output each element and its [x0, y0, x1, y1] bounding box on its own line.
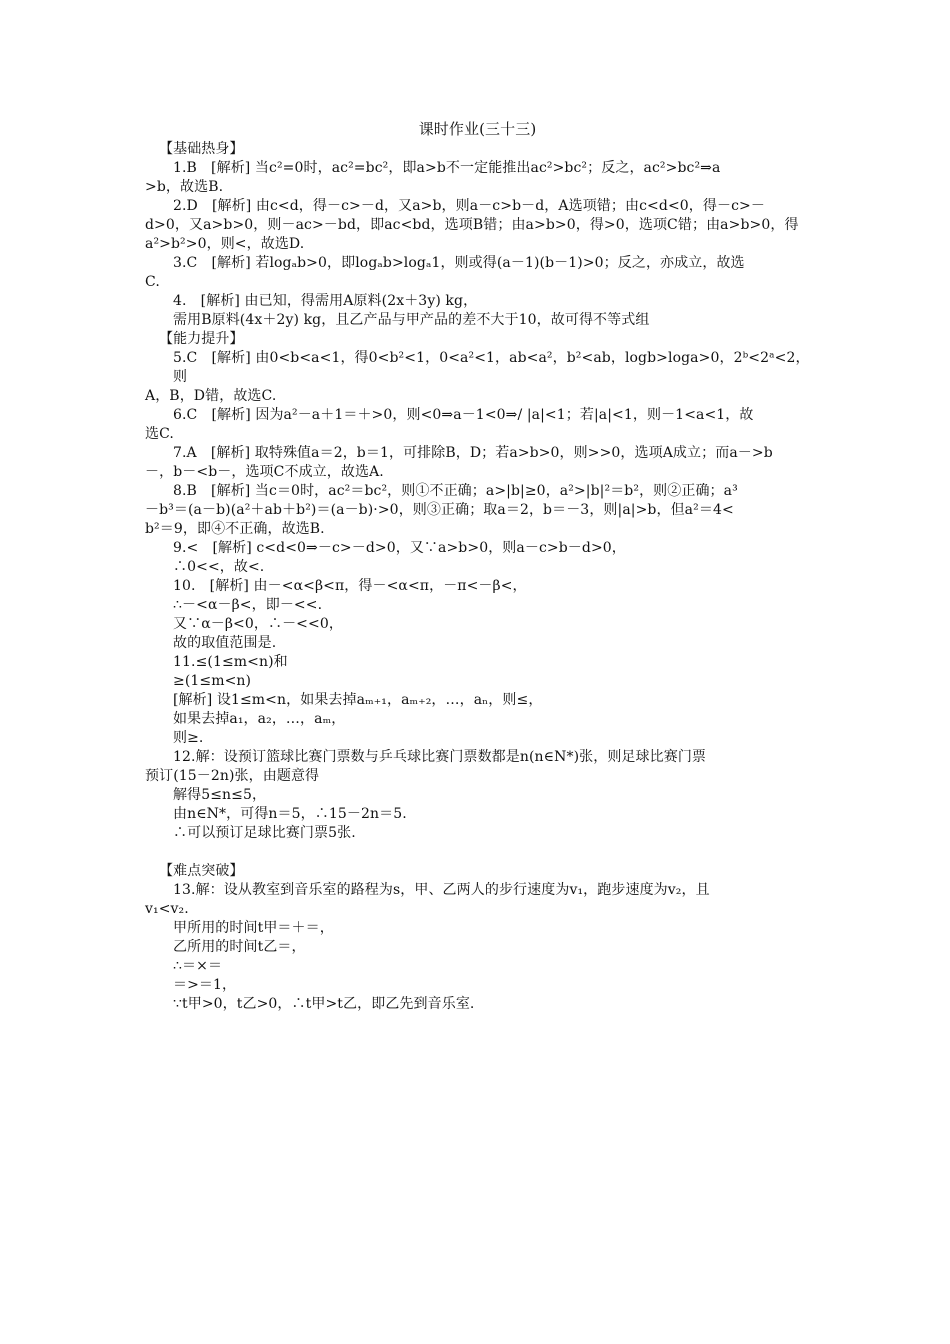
answer-line: [解析] 设1≤m<n，如果去掉aₘ₊₁，aₘ₊₂，…，aₙ，则≤， [173, 692, 543, 708]
spacer [145, 843, 810, 862]
page-title: 课时作业(三十三) [418, 120, 537, 138]
answer-line: ∴＝×＝ [173, 958, 223, 974]
answer-line: 13.解：设从教室到音乐室的路程为s，甲、乙两人的步行速度为v₁，跑步速度为v₂，且 [173, 882, 710, 898]
answer-line: ∵t甲>0，t乙>0，∴t甲>t乙，即乙先到音乐室. [173, 996, 475, 1012]
answer-line: 7.A [解析] 取特殊值a＝2，b＝1，可排除B，D；若a>b>0，则>>0，选项A成立；而a－>b [173, 445, 773, 461]
answer-line: 5.C [解析] 由0<b<a<1，得0<b²<1，0<a²<1，ab<a²，b²<ab，logb>loga>0，2ᵇ<2ᵃ<2，则 [173, 350, 810, 385]
answer-line: 6.C [解析] 因为a²－a＋1＝＋>0，则<0⇒a－1<0⇒/ |a|<1；若|a|<1，则－1<a<1，故 [173, 407, 754, 423]
answer-line: 故的取值范围是. [173, 635, 277, 651]
answer-line: ∴0<<，故<. [173, 559, 265, 575]
answer-line: v₁<v₂. [145, 901, 189, 917]
answer-line: 由n∈N*，可得n＝5，∴15－2n＝5. [173, 806, 407, 822]
document-page [145, 118, 810, 1014]
answer-line: 又∵α－β<0，∴－<<0， [173, 616, 343, 632]
section-header-ability: 【能力提升】 [159, 331, 244, 347]
answer-line: 2.D [解析] 由c<d，得－c>－d，又a>b，则a－c>b－d，A选项错；由c<d<0，得－c>－ [173, 198, 765, 214]
section-header-basic: 【基础热身】 [159, 141, 244, 157]
answer-line: 则≥. [173, 730, 204, 746]
answer-line: 如果去掉a₁，a₂，…，aₘ， [173, 711, 346, 727]
answer-line: 甲所用的时间t甲＝＋＝， [173, 920, 334, 936]
section-header-hard: 【难点突破】 [159, 863, 244, 879]
answer-line: 选C. [145, 426, 174, 442]
answer-line: ＝>＝1， [173, 977, 237, 993]
answer-line: A，B，D错，故选C. [145, 388, 277, 404]
answer-line: 预订(15－2n)张，由题意得 [145, 768, 320, 784]
answer-line: 10. [解析] 由－<α<β<π，得－<α<π，－π<－β<， [173, 578, 527, 594]
answer-line: ∴可以预订足球比赛门票5张. [173, 825, 356, 841]
answer-line: 11.≤(1≤m<n)和 [173, 654, 288, 670]
answer-line: －，b－<b－，选项C不成立，故选A. [145, 464, 384, 480]
answer-line: 乙所用的时间t乙＝， [173, 939, 306, 955]
answer-line: b²＝9，即④不正确，故选B. [145, 521, 325, 537]
answer-line: ∴－<α－β<，即－<<. [173, 597, 323, 613]
answer-line: 4. [解析] 由已知，得需用A原料(2x＋3y) kg， [173, 293, 478, 309]
answer-line: >b，故选B. [145, 179, 224, 195]
answer-line: d>0，又a>b>0，则－ac>－bd，即ac<bd，选项B错；由a>b>0，得>0，选项C错；由a>b>0，得 [145, 217, 799, 233]
answer-line: 9.< [解析] c<d<0⇒－c>－d>0，又∵a>b>0，则a－c>b－d>0， [173, 540, 626, 556]
answer-line: a²>b²>0，则<，故选D. [145, 236, 305, 252]
answer-line: －b³＝(a－b)(a²＋ab＋b²)＝(a－b)·>0，则③正确；取a＝2，b＝－3，则|a|>b，但a²＝4< [145, 502, 734, 518]
answer-line: 8.B [解析] 当c＝0时，ac²＝bc²，则①不正确；a>|b|≥0，a²>|b|²＝b²，则②正确；a³ [173, 483, 738, 499]
answer-line: 12.解：设预订篮球比赛门票数与乒乓球比赛门票数都是n(n∈N*)张，则足球比赛门票 [173, 749, 707, 765]
answer-line: ≥(1≤m<n) [173, 673, 252, 689]
answer-line: 3.C [解析] 若logₐb>0，即logₐb>logₐ1，则或得(a－1)(b－1)>0；反之，亦成立，故选 [173, 255, 745, 271]
answer-line: 1.B [解析] 当c²=0时，ac²=bc²，即a>b不一定能推出ac²>bc²；反之，ac²>bc²⇒a [173, 160, 721, 176]
answer-line: C. [145, 274, 160, 290]
answer-line: 解得5≤n≤5， [173, 787, 267, 803]
answer-line: 需用B原料(4x＋2y) kg，且乙产品与甲产品的差不大于10，故可得不等式组 [173, 312, 650, 328]
